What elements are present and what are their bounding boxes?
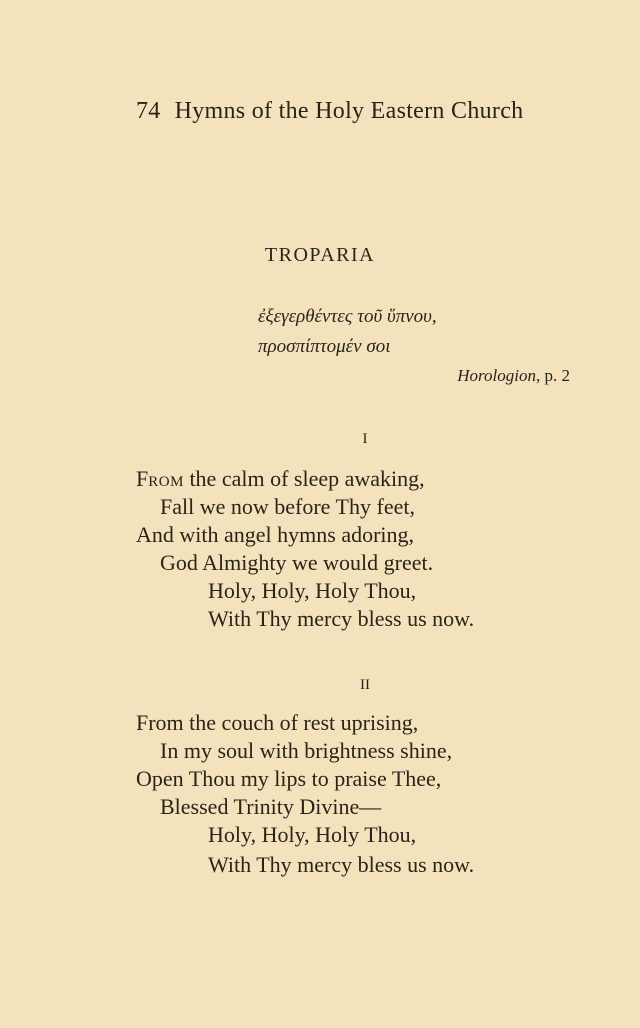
source-title: Horologion bbox=[457, 366, 536, 385]
stanza-2-line-5: Holy, Holy, Holy Thou, bbox=[208, 822, 417, 847]
stanza-2-line-4: Blessed Trinity Divine— bbox=[160, 794, 382, 819]
drop-initial: F bbox=[136, 466, 149, 491]
line-text: the calm of sleep awaking, bbox=[183, 466, 425, 491]
stanza-2-line-1: From the couch of rest uprising, bbox=[136, 710, 419, 735]
stanza-1-line-2: Fall we now before Thy feet, bbox=[160, 494, 415, 519]
source-page: , p. 2 bbox=[536, 366, 570, 385]
small-caps-word: ROM bbox=[148, 474, 184, 490]
stanza-2-numeral: II bbox=[360, 677, 370, 693]
stanza-1-line-5: Holy, Holy, Holy Thou, bbox=[208, 578, 417, 603]
stanza-1-line-1 bbox=[136, 466, 425, 492]
stanza-1-line-3: And with angel hymns adoring, bbox=[136, 522, 415, 547]
stanza-1-line-4: God Almighty we would greet. bbox=[160, 550, 434, 575]
page-number: 74 bbox=[136, 98, 161, 124]
stanza-2-line-3: Open Thou my lips to praise Thee, bbox=[136, 766, 442, 791]
epigraph-source bbox=[457, 366, 570, 386]
epigraph-line-2: προσπίπτομέν σοι bbox=[258, 336, 391, 357]
hymn-title: TROPARIA bbox=[264, 244, 376, 266]
running-head bbox=[136, 98, 566, 125]
stanza-1-numeral: I bbox=[362, 431, 368, 447]
book-title: Hymns of the Holy Eastern Church bbox=[174, 98, 524, 124]
stanza-2-line-6: With Thy mercy bless us now. bbox=[208, 852, 475, 877]
stanza-1-line-6: With Thy mercy bless us now. bbox=[208, 606, 475, 631]
epigraph-line-1: ἐξεγερθέντες τοῦ ὕπνου, bbox=[258, 306, 437, 327]
stanza-2-line-2: In my soul with brightness shine, bbox=[160, 738, 453, 763]
